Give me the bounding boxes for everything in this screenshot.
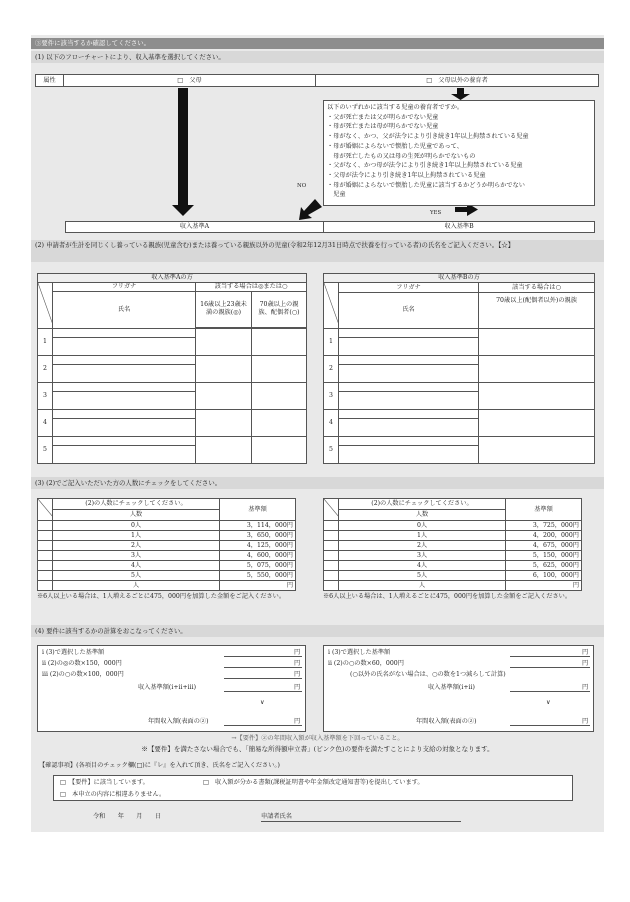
count-checkbox[interactable] xyxy=(38,561,53,571)
check-header: 該当する場合は○ xyxy=(479,283,595,293)
yen-unit: 円 xyxy=(294,718,301,725)
diagonal-corner xyxy=(324,499,339,517)
yen-unit: 円 xyxy=(294,671,301,678)
row-number: 4 xyxy=(324,409,339,436)
relatives-table-b xyxy=(323,273,595,464)
people-count: 5人 xyxy=(339,571,506,581)
count-checkbox[interactable] xyxy=(38,521,53,531)
base-amount: 5，150，000円 xyxy=(506,551,582,561)
people-count: 4人 xyxy=(339,561,506,571)
confirm-documents-checkbox[interactable]: □ 収入額が分かる書類(課税証明書や年金額改定通知書等)を提出しています。 xyxy=(203,779,424,786)
check-field[interactable] xyxy=(196,382,252,409)
people-count-input[interactable]: 人 xyxy=(53,581,220,591)
count-a-note: ※6人以上いる場合は、1人増えるごとに475，000円を加算した金額をご記入ください。 xyxy=(37,593,286,601)
check-field[interactable] xyxy=(479,355,595,382)
calc-b-base-input[interactable] xyxy=(510,648,578,657)
diagonal-corner xyxy=(38,499,53,517)
income-standard-a: 収入基準A xyxy=(66,222,324,232)
count-head: (2)の人数にチェックしてください。 xyxy=(339,499,506,510)
flow-condition: ・父がなく、かつ母が法令により引き続き1年以上拘禁されている児童 xyxy=(327,162,523,170)
calc-line-1: i (3)で選択した基準額 xyxy=(42,649,105,656)
diagonal-corner xyxy=(38,283,53,325)
base-amount-input[interactable]: 円 xyxy=(506,581,582,591)
name-field[interactable] xyxy=(339,337,479,355)
parent-arrow-shaft xyxy=(178,88,188,206)
row-number: 3 xyxy=(38,382,53,409)
furigana-field[interactable] xyxy=(339,328,479,337)
row-number: 1 xyxy=(38,328,53,355)
people-count: 2人 xyxy=(53,541,220,551)
furigana-field[interactable] xyxy=(53,328,196,337)
base-amount: 4，600，000円 xyxy=(220,551,296,561)
calc-b-total-input[interactable] xyxy=(510,683,578,692)
income-standard-b: 収入基準B xyxy=(444,223,474,230)
signer-name-input[interactable] xyxy=(303,811,461,821)
check-field[interactable] xyxy=(252,409,307,436)
confirm-title: 【確認事項】(各項目のチェック欄(□)に『レ』を入れて頂き、氏名をご記入ください。) xyxy=(39,762,280,769)
flow-condition: ・母が死亡または母が明らかでない児童 xyxy=(327,123,439,131)
col-70-header: 70歳以上の親族、配偶者(○) xyxy=(252,292,307,328)
q1-header: (1) 以下のフローチャートにより、収入基準を選択してください。 xyxy=(31,51,604,63)
count-head: (2)の人数にチェックしてください。 xyxy=(53,499,220,510)
people-count: 1人 xyxy=(53,531,220,541)
check-field[interactable] xyxy=(196,355,252,382)
base-amount: 6，100，000円 xyxy=(506,571,582,581)
people-count: 1人 xyxy=(339,531,506,541)
relatives-table-a xyxy=(37,273,307,464)
count-checkbox[interactable] xyxy=(324,581,339,591)
base-amount: 5，075，000円 xyxy=(220,561,296,571)
row-number: 5 xyxy=(324,436,339,463)
people-header: 人数 xyxy=(339,509,506,520)
date-field[interactable]: 令和 年 月 日 xyxy=(93,813,162,820)
base-amount: 5，550，000円 xyxy=(220,571,296,581)
confirm-box xyxy=(53,775,573,801)
calc-a-annual-input[interactable] xyxy=(224,717,290,726)
base-amount: 3，725，000円 xyxy=(506,521,582,531)
flow-condition: ・母が婚姻によらないで懐胎した児童に該当するかどうか明らかでない xyxy=(327,181,525,189)
count-checkbox[interactable] xyxy=(324,551,339,561)
attribute-label: 属性 xyxy=(36,75,64,86)
furigana-header: フリガナ xyxy=(339,283,479,293)
name-field[interactable] xyxy=(53,364,196,382)
row-number: 4 xyxy=(38,409,53,436)
count-table-a xyxy=(37,498,299,601)
parent-arrow-head xyxy=(172,205,194,216)
gte-symbol: ∨ xyxy=(260,699,265,706)
requirement-exception-note: ※【要件】を満たさない場合でも、「簡易な所得額申立書」(ピンク色)の要件を満たすことにより支給の対象となります。 xyxy=(141,745,494,753)
yen-unit: 円 xyxy=(582,649,589,656)
base-header: 基準額 xyxy=(220,499,296,521)
check-header: 該当する場合は◎または○ xyxy=(196,283,307,292)
row-number: 5 xyxy=(38,436,53,463)
gte-symbol: ∨ xyxy=(546,699,551,706)
people-count: 0人 xyxy=(339,521,506,531)
base-amount: 3，650，000円 xyxy=(220,531,296,541)
count-checkbox[interactable] xyxy=(38,541,53,551)
calc-a-total-input[interactable] xyxy=(224,683,290,692)
diagonal-corner xyxy=(324,283,339,325)
base-amount-input[interactable]: 円 xyxy=(220,581,296,591)
calc-total-label: 収入基準額(i+ii+iii) xyxy=(138,684,197,691)
calc-box-a xyxy=(37,645,306,732)
count-table-b xyxy=(323,498,591,601)
check-field[interactable] xyxy=(479,328,595,355)
furigana-field[interactable] xyxy=(53,382,196,391)
name-field[interactable] xyxy=(53,445,196,463)
option-parent-checkbox[interactable]: □ 父母 xyxy=(64,75,316,86)
calc-line-2: ii (2)の◎の数×150，000円 xyxy=(42,660,122,667)
table-a-title: 収入基準Aの方 xyxy=(38,274,307,283)
flow-condition: 児童 xyxy=(327,191,346,199)
option-other-guardian-checkbox[interactable]: □ 父母以外の養育者 xyxy=(426,77,488,84)
confirm-requirement-checkbox[interactable]: □ 【要件】に該当しています。 xyxy=(60,779,149,786)
check-field[interactable] xyxy=(196,328,252,355)
row-number: 1 xyxy=(324,328,339,355)
count-checkbox[interactable] xyxy=(324,571,339,581)
col-70-header: 70歳以上(配偶者以外)の親族 xyxy=(479,292,595,328)
income-standard-row xyxy=(65,221,595,233)
count-checkbox[interactable] xyxy=(324,561,339,571)
flow-condition: ・父が死亡または父が明らかでない児童 xyxy=(327,113,439,121)
name-header: 氏名 xyxy=(53,292,196,329)
calc-line-2: ii (2)の○の数×60，000円 xyxy=(328,660,404,667)
annual-income-label: 年間収入額(表面の②) xyxy=(148,718,209,725)
check-field[interactable] xyxy=(252,436,307,463)
furigana-header: フリガナ xyxy=(53,283,196,292)
name-field[interactable] xyxy=(53,391,196,409)
furigana-field[interactable] xyxy=(339,382,479,391)
furigana-field[interactable] xyxy=(339,436,479,445)
calc-box-b xyxy=(323,645,594,732)
yes-arrow-shaft xyxy=(455,207,467,212)
people-count: 3人 xyxy=(53,551,220,561)
yen-unit: 円 xyxy=(294,649,301,656)
name-field[interactable] xyxy=(339,364,479,382)
base-amount: 4，675，000円 xyxy=(506,541,582,551)
people-count: 3人 xyxy=(339,551,506,561)
yen-unit: 円 xyxy=(582,684,589,691)
calc-a-base-input[interactable] xyxy=(224,648,290,657)
q4-header: (4) 要件に該当するかの計算をおこなってください。 xyxy=(31,625,604,637)
name-field[interactable] xyxy=(339,418,479,436)
check-field[interactable] xyxy=(252,355,307,382)
check-field[interactable] xyxy=(196,436,252,463)
count-checkbox[interactable] xyxy=(324,531,339,541)
yen-unit: 円 xyxy=(582,660,589,667)
signer-label: 申請者氏名 xyxy=(261,813,292,820)
no-arrow xyxy=(299,199,322,220)
count-checkbox[interactable] xyxy=(324,541,339,551)
check-field[interactable] xyxy=(479,409,595,436)
furigana-field[interactable] xyxy=(53,436,196,445)
annual-income-label: 年間収入額(表面の②) xyxy=(416,718,477,725)
form-page xyxy=(31,35,604,832)
calc-total-label: 収入基準額(i+ii) xyxy=(428,684,475,691)
furigana-field[interactable] xyxy=(53,409,196,418)
yen-unit: 円 xyxy=(294,660,301,667)
base-amount: 3，114，000円 xyxy=(220,521,296,531)
people-header: 人数 xyxy=(53,509,220,520)
calc-line-3: (○以外の氏名がない場合は、○の数を1つ減らして計算) xyxy=(350,671,506,678)
people-count: 0人 xyxy=(53,521,220,531)
check-field[interactable] xyxy=(252,328,307,355)
check-field[interactable] xyxy=(479,436,595,463)
col-16-23-header: 16歳以上23歳未満の親族(◎) xyxy=(196,292,252,328)
row-number: 2 xyxy=(324,355,339,382)
base-amount: 4，200，000円 xyxy=(506,531,582,541)
confirm-accuracy-checkbox[interactable]: □ 本申立の内容に相違ありません。 xyxy=(60,791,166,798)
furigana-field[interactable] xyxy=(53,355,196,364)
table-b-title: 収入基準Bの方 xyxy=(324,274,595,283)
yen-unit: 円 xyxy=(582,718,589,725)
people-count-input[interactable]: 人 xyxy=(339,581,506,591)
flow-question: 以下のいずれかに該当する児童の養育者ですか。 xyxy=(327,104,464,111)
name-field[interactable] xyxy=(339,445,479,463)
count-checkbox[interactable] xyxy=(324,521,339,531)
q2-header: (2) 申請者が生計を同じくし養っている親族(児童含む)または養っている親族以外の児童(令和2年12月31日時点で扶養を行っている者)の氏名をご記入ください。【☆】 xyxy=(31,240,604,262)
requirement-note: →【要件】②の年間収入額が収入基準額を下回っていること。 xyxy=(231,735,404,742)
name-header: 氏名 xyxy=(339,292,479,328)
row-number: 3 xyxy=(324,382,339,409)
flow-condition: ・父母が法令により引き続き1年以上拘禁されている児童 xyxy=(327,171,486,179)
count-checkbox[interactable] xyxy=(38,581,53,591)
calc-b-circle-input[interactable] xyxy=(510,659,578,668)
other-arrow-shaft xyxy=(457,88,464,94)
flow-no-label: NO xyxy=(297,183,307,189)
calc-a-double-circle-input[interactable] xyxy=(224,659,290,668)
flow-question-box xyxy=(323,100,595,206)
base-header: 基準額 xyxy=(506,499,582,521)
flow-condition: 母が死亡したもの又は母の生死が明らかでないもの xyxy=(327,152,476,160)
furigana-field[interactable] xyxy=(339,355,479,364)
check-field[interactable] xyxy=(252,382,307,409)
calc-a-circle-input[interactable] xyxy=(224,670,290,679)
check-field[interactable] xyxy=(196,409,252,436)
flow-yes-label: YES xyxy=(430,210,442,216)
count-b-note: ※6人以上いる場合は、1人増えるごとに475，000円を加算した金額をご記入ください。 xyxy=(323,593,572,601)
row-number: 2 xyxy=(38,355,53,382)
calc-line-1: i (3)で選択した基準額 xyxy=(328,649,391,656)
furigana-field[interactable] xyxy=(339,409,479,418)
name-field[interactable] xyxy=(339,391,479,409)
yen-unit: 円 xyxy=(294,684,301,691)
people-count: 2人 xyxy=(339,541,506,551)
check-field[interactable] xyxy=(479,382,595,409)
flow-condition: ・母が婚姻によらないで懐胎した児童であって、 xyxy=(327,142,463,150)
calc-line-3: iii (2)の○の数×100，000円 xyxy=(42,671,124,678)
base-amount: 5，625，000円 xyxy=(506,561,582,571)
count-checkbox[interactable] xyxy=(38,551,53,561)
people-count: 4人 xyxy=(53,561,220,571)
calc-b-annual-input[interactable] xyxy=(510,717,578,726)
people-count: 5人 xyxy=(53,571,220,581)
section3-header: ③要件に該当するか確認してください。 xyxy=(31,38,604,49)
name-field[interactable] xyxy=(53,418,196,436)
count-checkbox[interactable] xyxy=(38,531,53,541)
name-field[interactable] xyxy=(53,337,196,355)
count-checkbox[interactable] xyxy=(38,571,53,581)
base-amount: 4，125，000円 xyxy=(220,541,296,551)
q3-header: (3) (2)でご記入いただいた方の人数にチェックをしてください。 xyxy=(31,477,604,489)
flow-condition: ・母がなく、かつ、父が法令により引き続き1年以上拘禁されている児童 xyxy=(327,133,529,141)
